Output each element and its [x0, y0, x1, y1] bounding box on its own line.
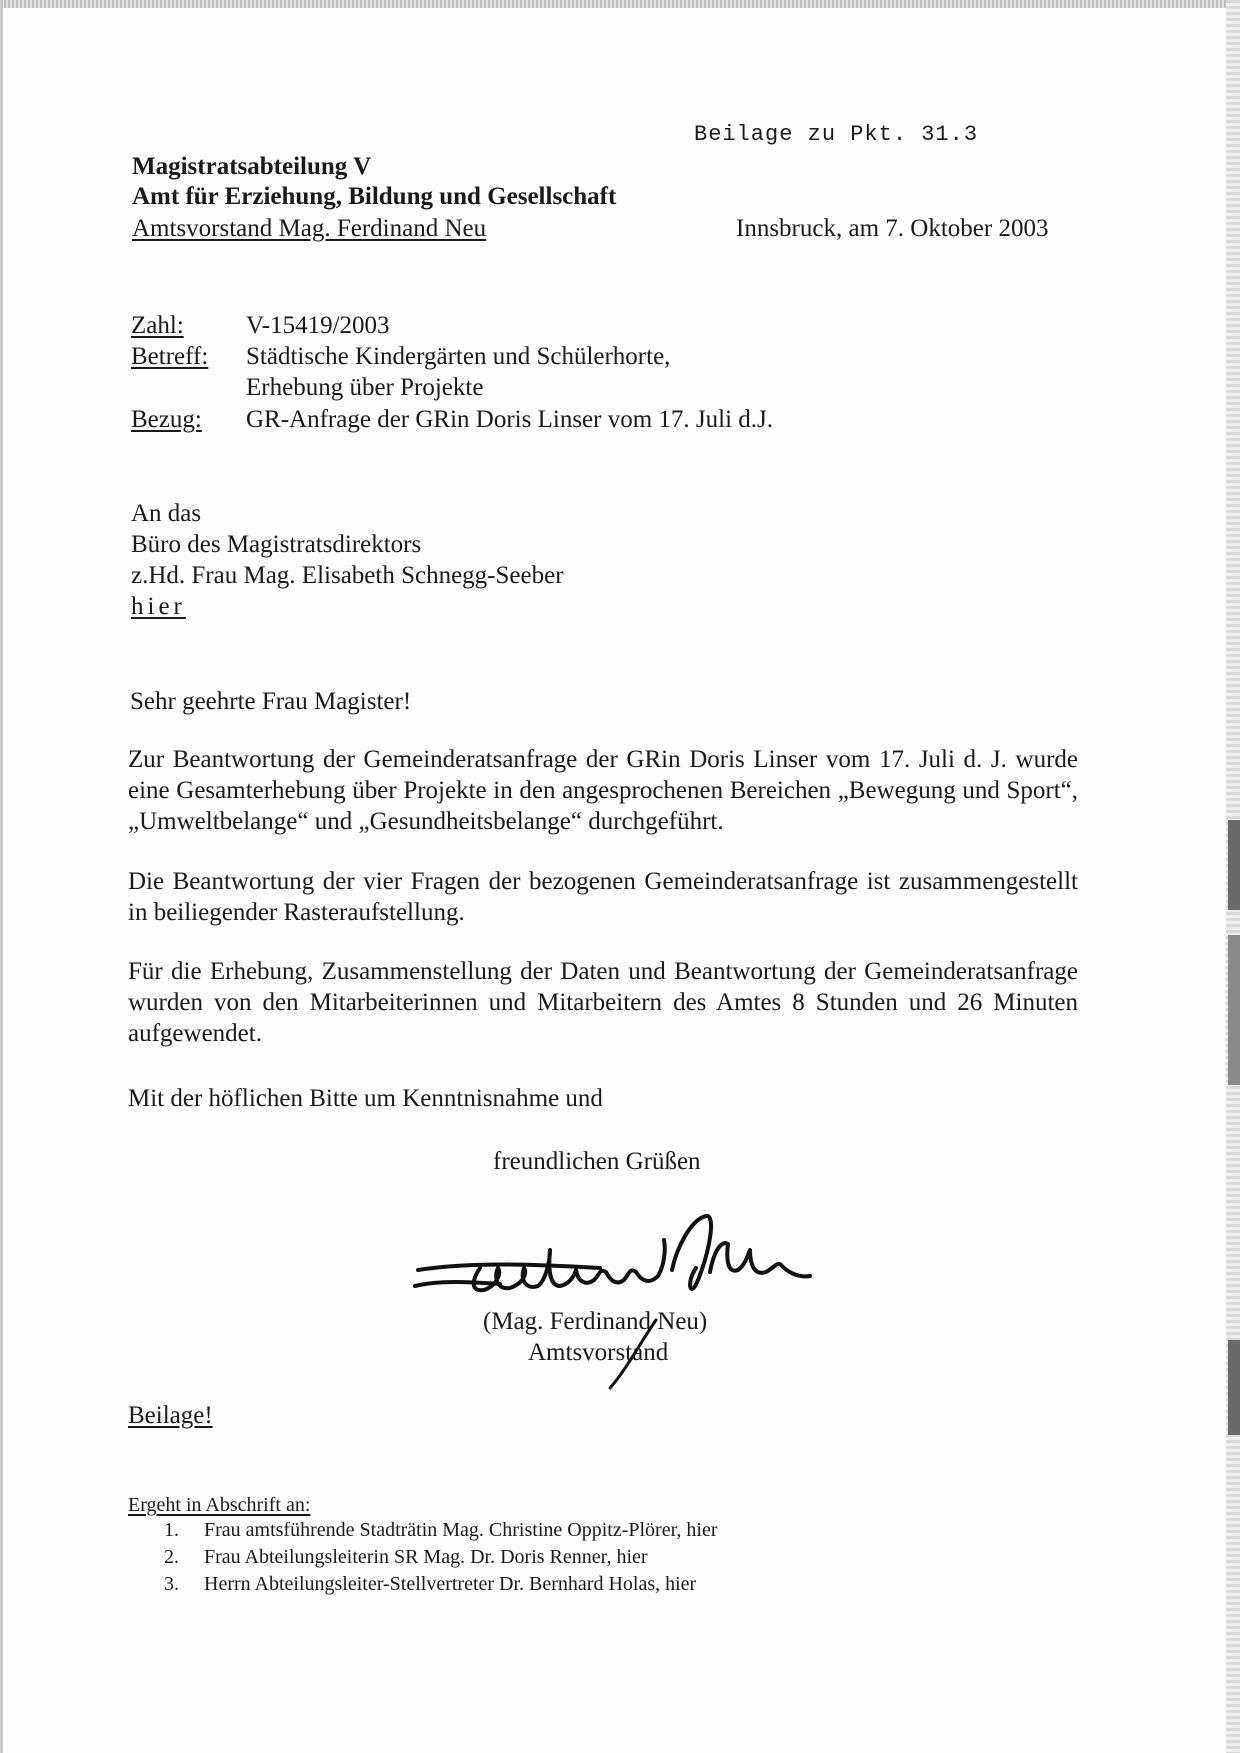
scan-artifact: [1228, 935, 1240, 1085]
paragraph-3: Für die Erhebung, Zusammenstellung der Daten und Beantwortung der Gemeinderatsanfrage wurden von den Mitarbeiterinnen und Mitarbeitern des Amtes 8 Stunden und 26 Minuten aufgewendet.: [128, 958, 1078, 1047]
sender-office: Amt für Erziehung, Bildung und Gesellschaft: [132, 183, 617, 210]
enclosure-note: Beilage!: [128, 1402, 213, 1429]
zahl-value: V-15419/2003: [246, 312, 390, 339]
sender-head: Amtsvorstand Mag. Ferdinand Neu: [132, 215, 487, 242]
zahl-label: Zahl:: [131, 312, 184, 339]
copy-item-1-text: Frau amtsführende Stadträtin Mag. Christine Oppitz-Plörer, hier: [204, 1519, 718, 1541]
recipient-line1: An das: [131, 500, 202, 527]
scan-artifact: [1228, 820, 1240, 910]
attachment-reference: Beilage zu Pkt. 31.3: [694, 122, 979, 147]
copy-item-3-text: Herrn Abteilungsleiter-Stellvertreter Dr. Bernhard Holas, hier: [204, 1573, 697, 1595]
paragraph-4: Mit der höflichen Bitte um Kenntnisnahme und: [128, 1085, 603, 1112]
recipient-line3: z.Hd. Frau Mag. Elisabeth Schnegg-Seeber: [131, 562, 564, 589]
closing: freundlichen Grüßen: [493, 1148, 701, 1175]
betreff-value-line2: Erhebung über Projekte: [246, 374, 484, 401]
signatory-title: Amtsvorstand: [528, 1339, 669, 1366]
bezug-value: GR-Anfrage der GRin Doris Linser vom 17. Juli d.J.: [246, 406, 774, 433]
copy-item-1-number: 1.: [164, 1519, 179, 1541]
date-line: Innsbruck, am 7. Oktober 2003: [736, 215, 1049, 242]
salutation: Sehr geehrte Frau Magister!: [130, 688, 412, 715]
paragraph-2: Die Beantwortung der vier Fragen der bezogenen Gemeinderatsanfrage ist zusammengestellt in beiliegender Rasteraufstellung.: [128, 868, 1078, 926]
betreff-label: Betreff:: [131, 343, 209, 370]
copy-item-2-text: Frau Abteilungsleiterin SR Mag. Dr. Doris Renner, hier: [204, 1546, 648, 1568]
recipient-line2: Büro des Magistratsdirektors: [131, 531, 422, 558]
scan-artifact: [1228, 1340, 1240, 1435]
sender-department: Magistratsabteilung V: [132, 153, 372, 180]
scan-edge-left: [0, 0, 3, 1753]
copies-heading: Ergeht in Abschrift an:: [128, 1494, 311, 1516]
recipient-line4: hier: [131, 593, 186, 620]
bezug-label: Bezug:: [131, 406, 202, 433]
copy-item-2-number: 2.: [164, 1546, 179, 1568]
paragraph-1: Zur Beantwortung der Gemeinderatsanfrage der GRin Doris Linser vom 17. Juli d. J. wurde eine Gesamterhebung über Projekte in den angesprochenen Bereichen „Bewegung und Sport“, „Umweltbelange“ und „Gesundheitsbelange“ durchgeführt.: [128, 746, 1078, 835]
scan-edge-top: [0, 0, 1240, 8]
signatory-name: (Mag. Ferdinand Neu): [483, 1308, 708, 1335]
betreff-value-line1: Städtische Kindergärten und Schülerhorte,: [246, 343, 671, 370]
copy-item-3-number: 3.: [164, 1573, 179, 1595]
